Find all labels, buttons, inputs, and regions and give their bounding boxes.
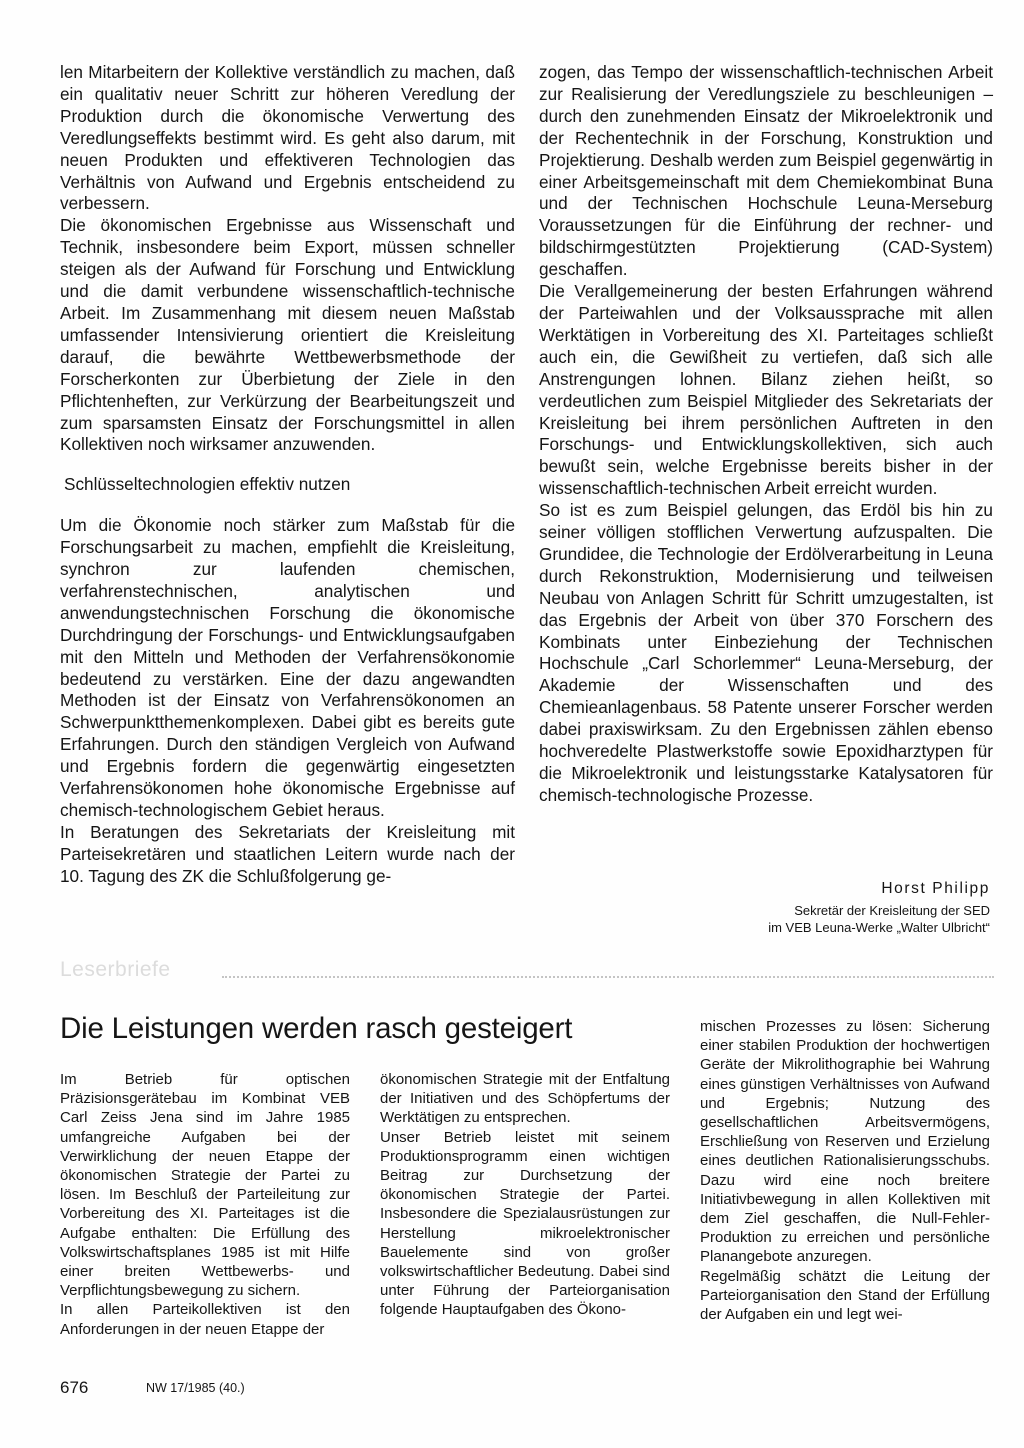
rubric-bar	[60, 958, 994, 988]
rubric-divider	[222, 976, 994, 978]
paragraph: Die Verallgemeinerung der besten Erfahrungen während der Parteiwahlen und der Volksaussprache mit allen Werktätigen in Vorbereitung des XI. Parteitages schließt auch ein, die Gewißheit zu vertiefen, daß sich alle Anstrengungen lohnen. Bilanz ziehen heißt, so verdeutlichen zum Beispiel Mitglieder des Sekretariats der Kreisleitung bei ihrem persönlichen Auftreten in den Forschungs- und Entwicklungskollektiven, sich auch bewußt sein, welche Ergebnisse bereits bisher in der wissenschaftlich-technischen Arbeit erreicht wurden.	[539, 281, 993, 499]
paragraph: len Mitarbeitern der Kollektive verständlich zu machen, daß ein qualitativ neuer Schritt zur höheren Veredlung der Produktion durch die ökonomische Verwertung des Veredlungseffekts bestimmt wird. Es geht also darum, mit neuen Produkten und effektiveren Technologien das Verhältnis von Aufwand und Ergebnis entscheidend zu verbessern.	[60, 62, 515, 214]
paragraph: Regelmäßig schätzt die Leitung der Parteiorganisation den Stand der Erfüllung der Aufgaben ein und legt wei-	[700, 1267, 990, 1324]
letter-column-3	[700, 1017, 990, 1324]
paragraph: Die ökonomischen Ergebnisse aus Wissenschaft und Technik, insbesondere beim Export, müssen schneller steigen als der Aufwand für Forschung und Entwicklung und die damit verbundene wissenschaftlich-technische Arbeit. Im Zusammenhang mit diesem neuen Maßstab umfassender Intensivierung orientiert die Kreisleitung darauf, die bewährte Wettbewerbsmethode der Forscherkonten zur Überbietung der Ziele in den Pflichtenheften, zur Verkürzung der Bearbeitungszeit und zum sparsamsten Einsatz der Forschungsmittel in allen Kollektiven noch wirksamer anzuwenden.	[60, 215, 515, 455]
issue-reference: NW 17/1985 (40.)	[146, 1381, 245, 1395]
article-column-left	[60, 62, 515, 888]
article-column-right	[539, 62, 993, 807]
article-headline: Die Leistungen werden rasch gesteigert	[60, 1012, 573, 1045]
paragraph: zogen, das Tempo der wissenschaftlich-technischen Arbeit zur Realisierung der Veredlungsziele zu beschleunigen – durch den zunehmenden Einsatz der Mikroelektronik und der Rechentechnik in der Forschung, Konstruktion und Projektierung. Deshalb werden zum Beispiel gegenwärtig in einer Arbeitsgemeinschaft mit dem Chemiekombinat Buna und der Technischen Hochschule Leuna-Merseburg Voraussetzungen für die Einführung der rechner- und bildschirmgestützten Projektierung (CAD-System) geschaffen.	[539, 62, 993, 280]
author-role-line-2: im VEB Leuna-Werke „Walter Ulbricht“	[768, 920, 990, 935]
author-name: Horst Philipp	[881, 880, 990, 897]
rubric-label: Leserbriefe	[60, 958, 171, 981]
paragraph: Um die Ökonomie noch stärker zum Maßstab für die Forschungsarbeit zu machen, empfiehlt die Kreisleitung, synchron zur laufenden chemischen, verfahrenstechnischen, analytischen und anwendungstechnischen Forschung die ökonomische Durchdringung der Forschungs- und Entwicklungsaufgaben mit den Mitteln und Methoden der Verfahrensökonomie bedeutend zu verstärken. Eine der dazu angewandten Methoden ist der Einsatz von Verfahrensökonomen an Schwerpunktthemenkomplexen. Dabei gibt es bereits gute Erfahrungen. Durch den ständigen Vergleich von Aufwand und Ergebnis fordern die gegenwärtig eingesetzten Verfahrensökonomen hohe ökonomische Ergebnisse auf chemisch-technologischem Gebiet heraus.	[60, 515, 515, 820]
page-number: 676	[60, 1378, 89, 1397]
author-role-line-1: Sekretär der Kreisleitung der SED	[794, 903, 990, 918]
paragraph: In Beratungen des Sekretariats der Kreisleitung mit Parteisekretären und staatlichen Leitern wurde nach der 10. Tagung des ZK die Schlußfolgerung ge-	[60, 821, 515, 886]
paragraph: ökonomischen Strategie mit der Entfaltung der Initiativen und des Schöpfertums der Werktätigen zu entsprechen.	[380, 1071, 670, 1127]
section-subheading: Schlüsseltechnologien effektiv nutzen	[64, 474, 351, 495]
paragraph: Unser Betrieb leistet mit seinem Produktionsprogramm einen wichtigen Beitrag zur Durchsetzung der ökonomischen Strategie der Partei. Insbesondere die Spezialausrüstungen zur Herstellung mikroelektronischer Bauelemente sind von großer volkswirtschaftlicher Bedeutung. Dabei sind unter Führung der Parteiorganisation folgende Hauptaufgaben des Ökono-	[380, 1128, 670, 1319]
letter-column-1	[60, 1070, 350, 1339]
author-signature	[600, 880, 990, 936]
paragraph: In allen Parteikollektiven ist den Anforderungen in der neuen Etappe der	[60, 1301, 350, 1338]
letter-column-2	[380, 1070, 670, 1320]
paragraph: mischen Prozesses zu lösen: Sicherung einer stabilen Produktion der hochwertigen Geräte der Mikrolithographie bei Wahrung eines günstigen Verhältnisses von Aufwand und Ergebnis; Nutzung des gesellschaftlichen Arbeitsvermögens, Erschließung von Reserven und Erzielung eines deutlichen Rationalisierungsschubs. Dazu wird eine noch breitere Initiativbewegung in allen Kollektiven mit dem Ziel geschaffen, die Null-Fehler-Produktion zu erreichen und persönliche Planangebote anzuregen.	[700, 1018, 990, 1266]
paragraph: So ist es zum Beispiel gelungen, das Erdöl bis hin zu seiner völligen stofflichen Verwertung aufzuspalten. Die Grundidee, die Technologie der Erdölverarbeitung in Leuna durch Rekonstruktion, Modernisierung und teilweisen Neubau von Anlagen Schritt für Schritt umzugestalten, ist das Ergebnis der Arbeit von über 370 Forschern des Kombinats unter Einbeziehung der Technischen Hochschule „Carl Schorlemmer“ Leuna-Merseburg, der Akademie der Wissenschaften und des Chemieanlagenbaus. 58 Patente unserer Forscher werden dabei praxiswirksam. Zu den Ergebnissen zählen ebenso hochveredelte Plastwerkstoffe sowie Epoxidharztypen für die Mikroelektronik und leistungsstarke Katalysatoren für chemisch-technologische Prozesse.	[539, 500, 993, 805]
paragraph: Im Betrieb für optischen Präzisionsgerätebau im Kombinat VEB Carl Zeiss Jena sind im Jahre 1985 umfangreiche Aufgaben bei der Verwirklichung der neuen Etappe der ökonomischen Strategie der Partei zu lösen. Im Beschluß der Parteileitung zur Vorbereitung des XI. Parteitages ist die Aufgabe enthalten: Die Erfüllung des Volkswirtschaftsplanes 1985 ist mit Hilfe einer breiten Wettbewerbs- und Verpflichtungsbewegung zu sichern.	[60, 1071, 350, 1300]
